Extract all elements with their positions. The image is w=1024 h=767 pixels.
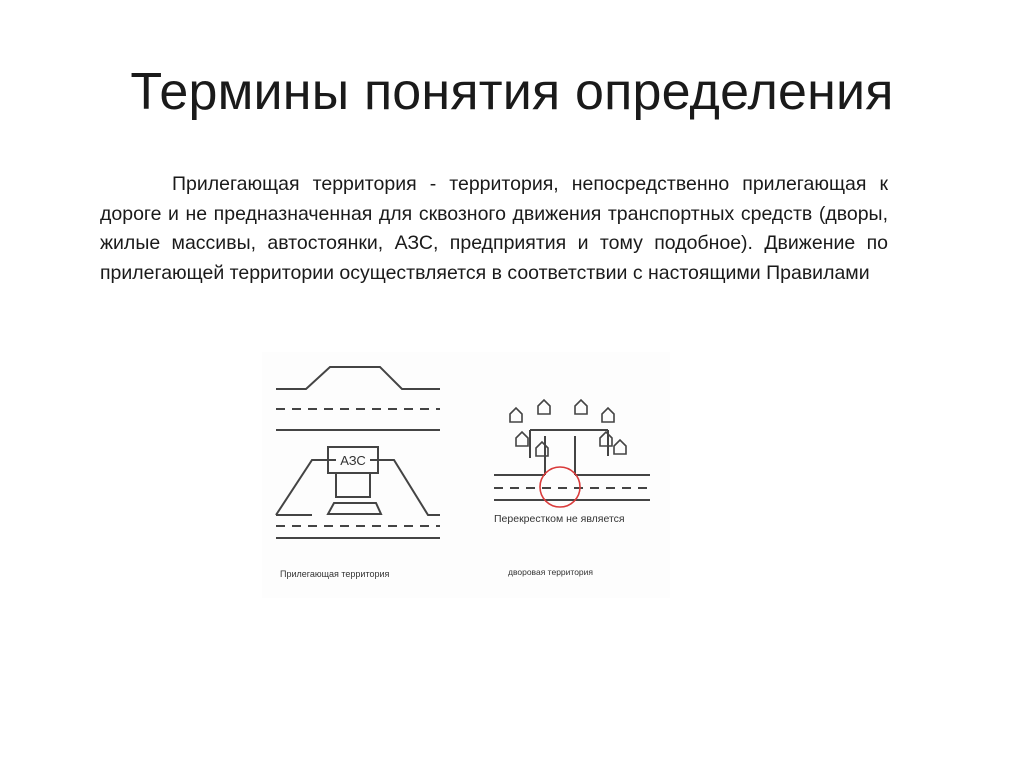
left-panel-caption: Прилегающая территория [280, 569, 390, 579]
slide-title: Термины понятия определения [130, 63, 894, 121]
right-panel-note: Перекрестком не является [494, 513, 625, 525]
road-diagram-figure [262, 352, 670, 598]
definition-paragraph: Прилегающая территория - территория, непосредственно прилегающая к дороге и не предназначенная для сквозного движения транспортных средств (дворы, жилые массивы, автостоянки, АЗС, предприятия и тому подобное). Движение по прилегающей территории осуществляется в соответствии с настоящими Правилами [100, 173, 888, 284]
road-diagram [262, 352, 670, 598]
gas-station-sign-text: АЗС [340, 453, 366, 468]
right-panel-caption: дворовая территория [508, 567, 594, 577]
